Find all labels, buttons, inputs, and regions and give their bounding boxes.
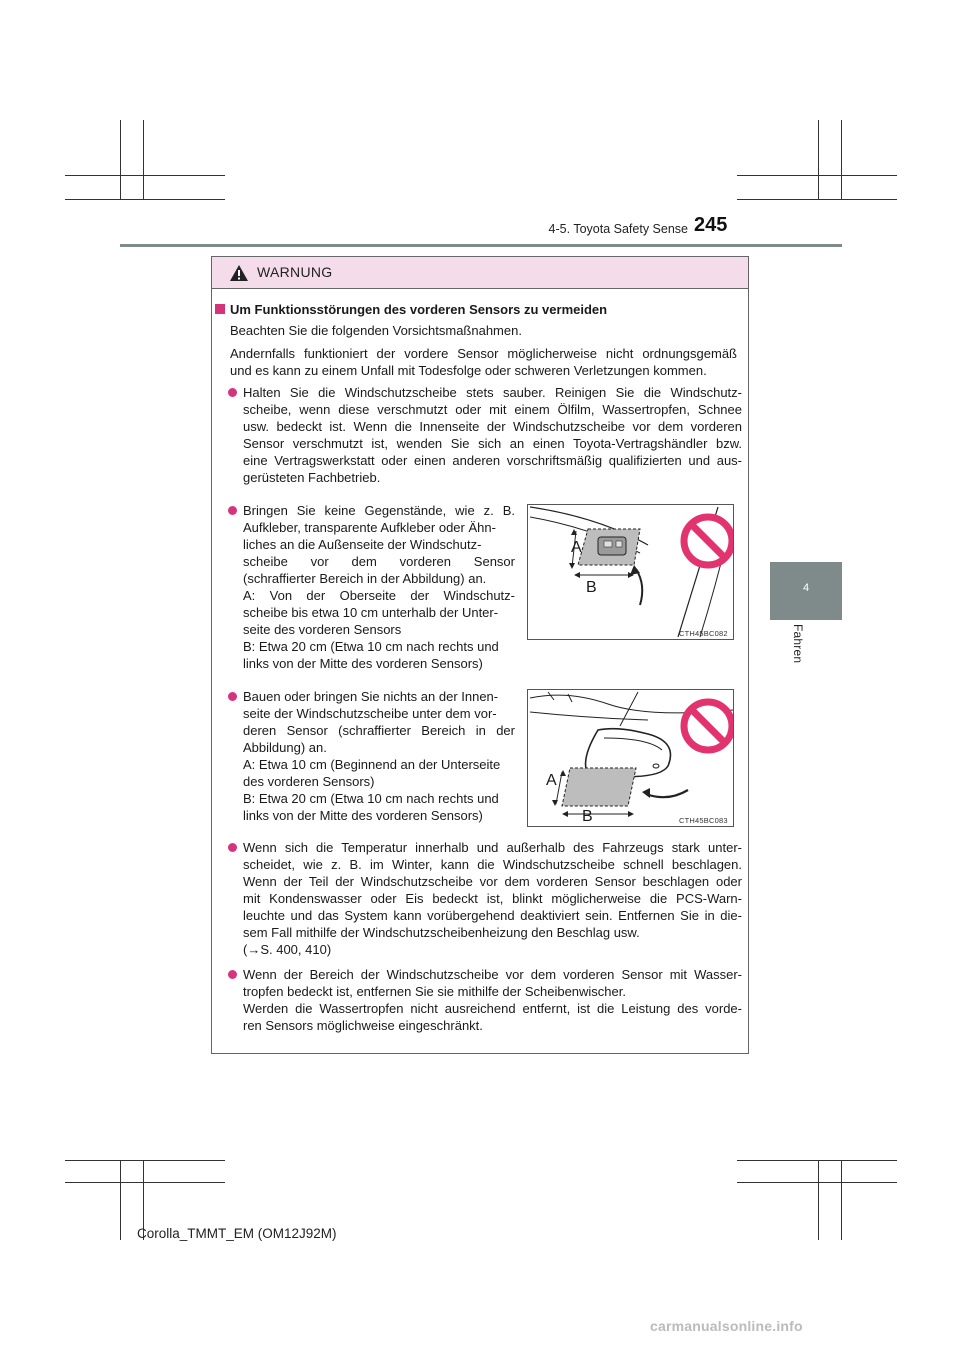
crop-mark xyxy=(65,175,225,176)
bullet-line: Aufkleber, transparente Aufkleber oder Ähn- xyxy=(243,520,496,535)
header-rule xyxy=(120,244,842,247)
bullet-line: scheibe bis etwa 10 cm unterhalb der Unter- xyxy=(243,605,499,620)
figure-label-a: A xyxy=(571,539,582,556)
crop-mark xyxy=(120,120,121,200)
bullet-line: Wenn der Bereich der Windschutzscheibe vor dem vorderen Sensor mit Wasser- xyxy=(243,967,742,982)
bullet-line: Bringen Sie keine Gegenstände, wie z. B. xyxy=(243,503,515,518)
crop-mark xyxy=(818,1160,819,1240)
page-number: 245 xyxy=(694,214,728,236)
bullet-line: des vorderen Sensors) xyxy=(243,774,375,789)
watermark: carmanualsonline.info xyxy=(650,1318,803,1334)
warning-icon xyxy=(229,264,249,282)
bullet-line: gerüsteten Fachbetrieb. xyxy=(243,470,381,485)
crop-mark xyxy=(818,120,819,200)
figure-windshield-exterior xyxy=(527,504,734,640)
bullet-line: B: Etwa 20 cm (Etwa 10 cm nach rechts und xyxy=(243,639,499,654)
warning-heading: Um Funktionsstörungen des vorderen Sensors zu vermeiden xyxy=(230,302,608,317)
bullet-icon xyxy=(228,692,237,701)
bullet-line: B: Etwa 20 cm (Etwa 10 cm nach rechts und xyxy=(243,791,499,806)
bullet-line: Abbildung) an. xyxy=(243,740,327,755)
bullet-line: A: Etwa 10 cm (Beginnend an der Unterseite xyxy=(243,757,501,772)
crop-mark xyxy=(737,1182,897,1183)
bullet-line: leuchte und das System kann vorübergehend deaktiviert sein. Entfernen Sie in die- xyxy=(243,908,742,923)
intro-line: und es kann zu einem Unfall mit Todesfolge oder schweren Verletzungen kommen. xyxy=(230,363,707,378)
bullet-line: seite des vorderen Sensors xyxy=(243,622,402,637)
bullet-icon xyxy=(228,970,237,979)
figure-label-a: A xyxy=(546,772,557,789)
bullet-line: scheibe vor dem vorderen Sensor xyxy=(243,554,515,569)
bullet-line: links von der Mitte des vorderen Sensors) xyxy=(243,808,483,823)
crop-mark xyxy=(841,1160,842,1240)
bullet-line: liches an die Außenseite der Windschutz- xyxy=(243,537,482,552)
bullet-line: Werden die Wassertropfen nicht ausreichend entfernt, ist die Leistung des vorde- xyxy=(243,1001,742,1016)
intro-line: Andernfalls funktioniert der vordere Sensor möglicherweise nicht ordnungsgemäß xyxy=(230,346,737,361)
bullet-icon xyxy=(228,388,237,397)
bullet-line: Wenn der Teil der Windschutzscheibe vor dem vorderen Sensor beschlagen oder xyxy=(243,874,742,889)
crop-mark xyxy=(143,120,144,200)
windshield-exterior-illustration xyxy=(528,505,733,639)
crop-mark xyxy=(65,199,225,200)
chapter-number: 4 xyxy=(802,582,810,594)
crop-mark xyxy=(65,1160,225,1161)
heading-square-icon xyxy=(215,304,225,314)
bullet-line: mit Kondenswasser oder Eis bedeckt ist, blinkt möglicherweise die PCS-Warn- xyxy=(243,891,742,906)
bullet-line: ren Sensors möglichweise eingeschränkt. xyxy=(243,1018,483,1033)
bullet-line: seite der Windschutzscheibe unter dem vor- xyxy=(243,706,497,721)
figure-label-b: B xyxy=(586,579,597,596)
bullet-line: Bauen oder bringen Sie nichts an der Innen- xyxy=(243,689,499,704)
bullet-line: tropfen bedeckt ist, entfernen Sie sie mithilfe der Scheibenwischer. xyxy=(243,984,626,999)
figure-label-b: B xyxy=(582,808,593,825)
bullet-line: Halten Sie die Windschutzscheibe stets sauber. Reinigen Sie die Windschutz- xyxy=(243,385,742,400)
bullet-line: deren Sensor (schraffierter Bereich in der xyxy=(243,723,515,738)
bullet-icon xyxy=(228,506,237,515)
chapter-label: Fahren xyxy=(791,624,805,664)
bullet-line: scheidet, wie z. B. im Winter, kann die Windschutzscheibe schnell beschlagen. xyxy=(243,857,742,872)
windshield-interior-illustration xyxy=(528,690,733,826)
crop-mark xyxy=(65,1182,225,1183)
crop-mark xyxy=(841,120,842,200)
figure-code: CTH45BC082 xyxy=(679,629,728,638)
crop-mark xyxy=(120,1160,121,1240)
crop-mark xyxy=(737,199,897,200)
warning-title: WARNUNG xyxy=(257,264,333,280)
figure-windshield-interior xyxy=(527,689,734,827)
crop-mark xyxy=(737,175,897,176)
bullet-line: A: Von der Oberseite der Windschutz- xyxy=(243,588,515,603)
document-id: Corolla_TMMT_EM (OM12J92M) xyxy=(137,1226,337,1241)
bullet-line: links von der Mitte des vorderen Sensors) xyxy=(243,656,483,671)
bullet-icon xyxy=(228,843,237,852)
bullet-line: usw. bedeckt ist. Wenn die Innenseite der Windschutzscheibe vor dem vorderen xyxy=(243,419,742,434)
bullet-line: (schraffierter Bereich in der Abbildung) an. xyxy=(243,571,487,586)
bullet-line: Sensor verschmutzt ist, wenden Sie sich an einen Toyota-Vertragshändler bzw. xyxy=(243,436,742,451)
chapter-tab xyxy=(770,562,842,620)
section-title: 4-5. Toyota Safety Sense xyxy=(548,222,688,236)
bullet-line: eine Vertragswerkstatt oder einen anderen vorschriftsmäßig qualifizierten und aus- xyxy=(243,453,742,468)
page-reference: (→S. 400, 410) xyxy=(243,942,332,957)
crop-mark xyxy=(737,1160,897,1161)
intro-text: Beachten Sie die folgenden Vorsichtsmaßnahmen. xyxy=(230,323,522,338)
warning-header xyxy=(212,257,748,289)
bullet-line: scheibe, wenn diese verschmutzt oder mit einem Ölfilm, Wassertropfen, Schnee xyxy=(243,402,742,417)
bullet-line: sem Fall mithilfe der Windschutzscheibenheizung den Beschlag usw. xyxy=(243,925,640,940)
bullet-line: Wenn sich die Temperatur innerhalb und außerhalb des Fahrzeugs stark unter- xyxy=(243,840,742,855)
figure-code: CTH45BC083 xyxy=(679,816,728,825)
